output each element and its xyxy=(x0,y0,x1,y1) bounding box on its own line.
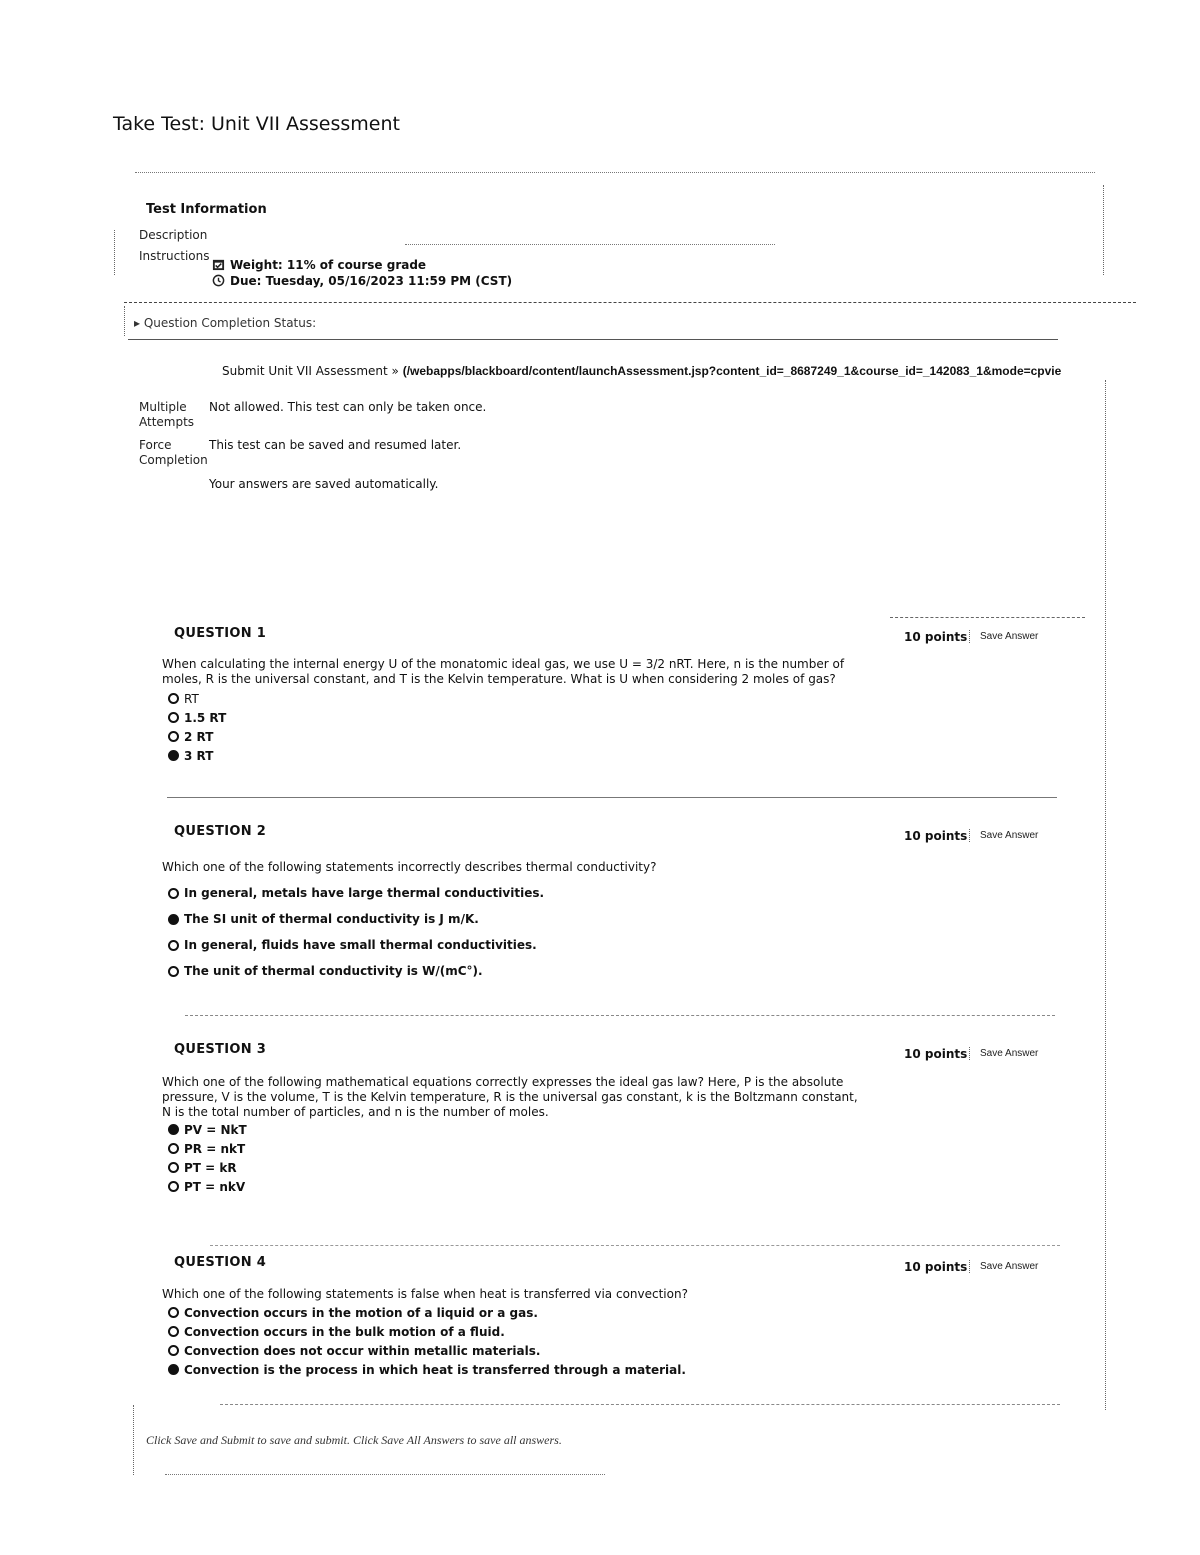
question-3-option[interactable] xyxy=(168,1177,247,1196)
multiple-attempts-value: Not allowed. This test can only be taken once. xyxy=(209,400,487,414)
weight-line xyxy=(212,258,426,272)
divider xyxy=(167,797,1057,798)
option-label: PT = kR xyxy=(184,1160,237,1175)
divider xyxy=(124,302,1136,303)
question-2-text: Which one of the following statements incorrectly describes thermal conductivity? xyxy=(162,860,657,874)
option-label: 3 RT xyxy=(184,748,214,763)
weight-text: Weight: 11% of course grade xyxy=(230,258,427,272)
option-label: In general, metals have large thermal conductivities. xyxy=(184,886,545,900)
question-1-options xyxy=(168,689,226,765)
question-3-option[interactable] xyxy=(168,1120,247,1139)
radio-button-selected[interactable] xyxy=(168,1124,179,1135)
radio-button[interactable] xyxy=(168,712,179,723)
question-2-title: QUESTION 2 xyxy=(174,824,267,839)
question-4-save-answer-button[interactable]: Save Answer xyxy=(969,1260,1038,1273)
multiple-attempts-label xyxy=(139,400,194,430)
question-2-option[interactable] xyxy=(168,958,544,984)
divider xyxy=(135,172,1095,173)
option-label: PT = nkV xyxy=(184,1179,246,1194)
radio-button[interactable] xyxy=(168,731,179,742)
page-title: Take Test: Unit VII Assessment xyxy=(113,113,400,135)
radio-button[interactable] xyxy=(168,940,179,951)
radio-button[interactable] xyxy=(168,1345,179,1356)
due-text: Due: Tuesday, 05/16/2023 11:59 PM (CST) xyxy=(230,274,513,288)
question-4-title: QUESTION 4 xyxy=(174,1255,267,1270)
question-4-points: 10 points xyxy=(904,1260,968,1274)
question-3-title: QUESTION 3 xyxy=(174,1042,267,1057)
radio-button[interactable] xyxy=(168,888,179,899)
autosave-note: Your answers are saved automatically. xyxy=(209,477,439,491)
option-label: The unit of thermal conductivity is W/(mC°). xyxy=(184,964,483,978)
option-label: The SI unit of thermal conductivity is J m/K. xyxy=(184,912,479,926)
test-information-heading: Test Information xyxy=(146,202,267,217)
question-4-option[interactable] xyxy=(168,1322,686,1341)
clock-icon xyxy=(212,274,225,287)
force-completion-label-line1: Force xyxy=(139,438,172,452)
instructions-label: Instructions xyxy=(139,249,210,263)
divider xyxy=(890,617,1085,618)
question-completion-label: Question Completion Status: xyxy=(143,316,317,330)
frame-edge xyxy=(1105,380,1106,1410)
question-2-save-answer-button[interactable]: Save Answer xyxy=(969,829,1038,842)
frame-edge xyxy=(114,230,115,275)
multiple-attempts-label-line2: Attempts xyxy=(139,415,195,429)
question-4-text: Which one of the following statements is false when heat is transferred via convection? xyxy=(162,1287,688,1301)
question-1-option[interactable] xyxy=(168,746,226,765)
radio-button-selected[interactable] xyxy=(168,750,179,761)
footer-instructions: Click Save and Submit to save and submit. Click Save All Answers to save all answers. xyxy=(146,1433,562,1447)
calendar-icon xyxy=(212,258,225,271)
submit-link-url: (/webapps/blackboard/content/launchAssessment.jsp?content_id=_8687249_1&course_id=_142083_1&mode=cpvie xyxy=(402,364,1062,378)
question-1-text: When calculating the internal energy U of the monatomic ideal gas, we use U = 3/2 nRT. Here, n is the number of moles, R is the universal constant, and T is the Kelvin temperature. What is U when considering 2 moles of gas? xyxy=(162,657,845,686)
question-2-option[interactable] xyxy=(168,932,544,958)
question-3-points: 10 points xyxy=(904,1047,968,1061)
radio-button[interactable] xyxy=(168,693,179,704)
question-2-points: 10 points xyxy=(904,829,968,843)
radio-button[interactable] xyxy=(168,1181,179,1192)
frame-edge xyxy=(133,1405,134,1475)
option-label: Convection does not occur within metallic materials. xyxy=(184,1343,541,1358)
question-4-option[interactable] xyxy=(168,1303,686,1322)
question-1-save-answer-button[interactable]: Save Answer xyxy=(969,630,1038,643)
option-label: 1.5 RT xyxy=(184,710,227,725)
question-completion-status[interactable] xyxy=(134,316,316,330)
frame-edge xyxy=(124,306,125,336)
question-2-option[interactable] xyxy=(168,906,544,932)
option-label: RT xyxy=(184,691,199,706)
question-4-option[interactable] xyxy=(168,1341,686,1360)
option-label: PV = NkT xyxy=(184,1122,247,1137)
question-2-option[interactable] xyxy=(168,880,544,906)
radio-button-selected[interactable] xyxy=(168,1364,179,1375)
question-3-save-answer-button[interactable]: Save Answer xyxy=(969,1047,1038,1060)
question-4-options xyxy=(168,1303,686,1379)
divider xyxy=(165,1474,605,1475)
radio-button[interactable] xyxy=(168,1143,179,1154)
question-1-title: QUESTION 1 xyxy=(174,626,267,641)
option-label: In general, fluids have small thermal conductivities. xyxy=(184,938,537,952)
question-3-text: Which one of the following mathematical equations correctly expresses the ideal gas law? Here, P is the absolute pressure, V is the volume, T is the Kelvin temperature, R is the universal gas constant, k is the Boltzmann constant, N is the total number of particles, and n is the number of moles. xyxy=(162,1075,858,1119)
radio-button-selected[interactable] xyxy=(168,914,179,925)
radio-button[interactable] xyxy=(168,1162,179,1173)
option-label: PR = nkT xyxy=(184,1141,246,1156)
description-label: Description xyxy=(139,228,208,242)
frame-edge xyxy=(1103,185,1104,275)
divider xyxy=(210,1245,1060,1246)
option-label: Convection occurs in the motion of a liquid or a gas. xyxy=(184,1305,538,1320)
option-label: 2 RT xyxy=(184,729,214,744)
expand-triangle-icon: ▸ xyxy=(134,316,144,330)
question-3-option[interactable] xyxy=(168,1158,247,1177)
option-label: Convection is the process in which heat is transferred through a material. xyxy=(184,1362,686,1377)
force-completion-label xyxy=(139,438,208,468)
submit-link-line[interactable]: Submit Unit VII Assessment » (/webapps/blackboard/content/launchAssessment.jsp?content_id=_8687249_1&course_id=_142083_1&mode=cpvie xyxy=(222,364,1062,378)
question-3-options xyxy=(168,1120,247,1196)
question-2-options xyxy=(168,880,544,984)
option-label: Convection occurs in the bulk motion of a fluid. xyxy=(184,1324,505,1339)
multiple-attempts-label-line1: Multiple xyxy=(139,400,187,414)
question-1-option[interactable] xyxy=(168,727,226,746)
radio-button[interactable] xyxy=(168,1307,179,1318)
description-value xyxy=(405,244,775,245)
radio-button[interactable] xyxy=(168,966,179,977)
question-1-option[interactable] xyxy=(168,708,226,727)
question-1-option[interactable] xyxy=(168,689,226,708)
question-4-option[interactable] xyxy=(168,1360,686,1379)
radio-button[interactable] xyxy=(168,1326,179,1337)
divider xyxy=(128,339,1058,340)
divider xyxy=(185,1015,1055,1016)
divider xyxy=(220,1404,1060,1405)
question-3-option[interactable] xyxy=(168,1139,247,1158)
question-1-points: 10 points xyxy=(904,630,968,644)
due-line xyxy=(212,274,512,288)
force-completion-label-line2: Completion xyxy=(139,453,208,467)
submit-link-text: Submit Unit VII Assessment xyxy=(222,364,388,378)
force-completion-value: This test can be saved and resumed later. xyxy=(209,438,462,452)
